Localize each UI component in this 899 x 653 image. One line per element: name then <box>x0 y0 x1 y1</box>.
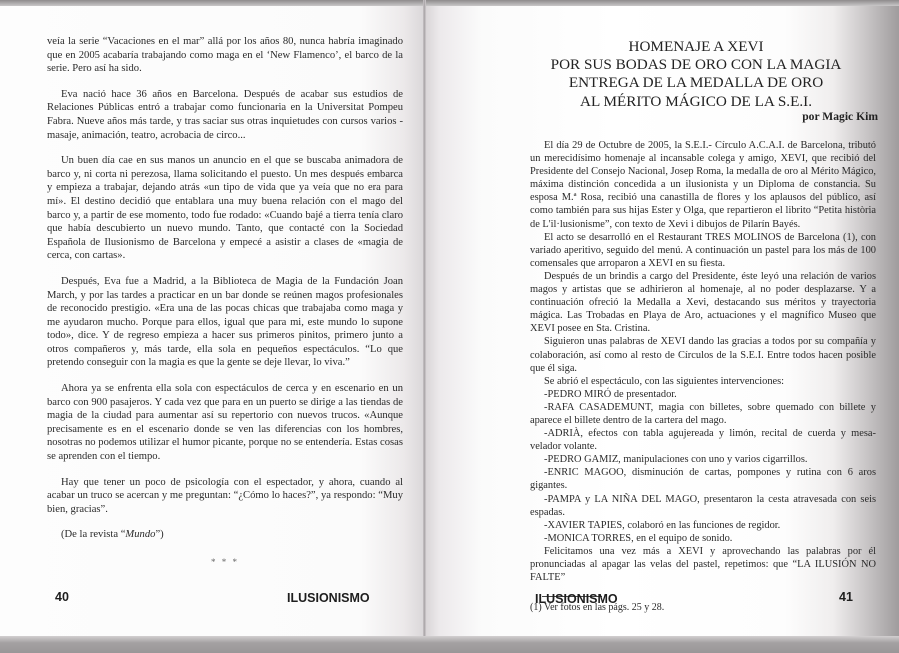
paragraph: Siguieron unas palabras de XEVI dando las gracias a todos por su compañía y colaboración, así como al resto de Círculos de la S.E.I. Entre todos hacen posible que él siga. <box>530 336 876 374</box>
source-magazine: Mundo <box>125 529 156 541</box>
interventions-list <box>530 388 876 545</box>
closing-paragraph: Felicitamos una vez más a XEVI y aprovechando las palabras por él pronunciadas al apagar las velas del pastel, repetimos: que “LA ILUSIÓN NO FALTE” <box>530 545 876 584</box>
right-article-body <box>530 139 876 614</box>
source-prefix: (De la revista “ <box>61 529 126 541</box>
paragraph: El día 29 de Octubre de 2005, la S.E.I.- Círculo A.C.A.I. de Barcelona, tributó un merecidísimo homenaje al incansable colega y amigo, XEVI, que recibió del Presidente del Consejo Nacional, Josep Roma, la medalla de oro al Mérito Mágico, máxima distinción concedida a un ilusionista y un Diploma de constancia. Su esposa M.ª Rosa, recibió una canastilla de flores y los aplausos del público, así como también para sus hijas Ester y Olga, que repartieron el librito “Petita història de L'il·lusionisme”, con texto de Xevi i dibujos de Pilarín Bayés. <box>530 140 876 230</box>
paragraph: El acto se desarrolló en el Restaurant TRES MOLINOS de Barcelona (1), con variado aperitivo, seguido del menú. A continuación un pastel para los más de 100 comensales que arroparon a XEVI en su fiesta. <box>530 231 876 269</box>
paragraph: Un buen día cae en sus manos un anuncio en el que se buscaba animadora de barco y, ni corta ni perezosa, llama solicitando el puesto. Un mes después embarca y empieza a trabajar, dejando atrás «un tipo de vida que ya veía que no era para mí». El destino decidió que entablara una muy buena relación con el mago del barco y, a partir de ese momento, todo fue rodado: «Cuando bajé a tierra tenía claro que había descubierto un nuevo mundo. Tanto, que contacté con la Sociedad Española de Ilusionismo de Barcelona y empecé a asistir a clases de «magia de cerca, con cartas». <box>47 155 403 262</box>
page-number-right: 41 <box>839 590 853 604</box>
title-line: AL MÉRITO MÁGICO DE LA S.E.I. <box>579 92 813 110</box>
paragraph: Se abrió el espectáculo, con las siguientes intervenciones: <box>544 375 785 387</box>
section-separator: * * * <box>211 557 239 567</box>
running-head-left: ILUSIONISMO <box>287 591 370 605</box>
paragraph: Hay que tener un poco de psicología con el espectador, y ahora, cuando al acabar un truco se acercan y me preguntan: “¿Cómo lo haces?”, ya respondo: “Muy bien, gracias”. <box>47 476 403 515</box>
paragraph: Eva nació hace 36 años en Barcelona. Después de acabar sus estudios de Relaciones Públicas entró a trabajar como funcionaria en la Universitat Pompeu Fabra. Nueve años más tarde, y tras saciar sus otras inquietudes con cursos varios -masaje, animación, teatro, acrobacia de circo... <box>47 88 403 141</box>
list-item: -PAMPA y LA NIÑA DEL MAGO, presentaron la cesta atravesada con seis espadas. <box>530 493 876 518</box>
list-item: -PEDRO MIRÓ de presentador. <box>544 388 677 400</box>
list-item: -ENRIC MAGOO, disminución de cartas, pompones y rutina con 6 aros gigantes. <box>530 467 876 492</box>
title-line: POR SUS BODAS DE ORO CON LA MAGIA <box>550 56 842 74</box>
scan-bottom-edge <box>0 636 899 653</box>
source-credit <box>61 528 403 542</box>
paragraph: Después de un brindis a cargo del Presidente, éste leyó una relación de varios magos y artistas que se adhirieron al homenaje, al no poder desplazarse. Y a continuación ofreció la Medalla a Xevi, destacando sus méritos y trayectoria mágica. Las Trobadas en Playa de Aro, actuaciones y el magnífico Museo que XEVI posee en Sta. Cristina. <box>530 270 876 335</box>
article-title <box>546 38 846 111</box>
title-line: HOMENAJE A XEVI <box>628 38 764 55</box>
list-item: -RAFA CASADEMUNT, magia con billetes, sobre quemado con billete y aparece el billete dentro de la cartera del mago. <box>530 401 876 426</box>
byline: por Magic Kim <box>802 110 878 123</box>
paragraph: veía la serie “Vacaciones en el mar” allá por los años 80, nunca habría imaginado que en 2005 acabaría trabajando como maga en el ‘New Flamenco’, el barco de la serie. Pero así ha sido. <box>47 36 403 75</box>
left-article-body <box>47 35 403 570</box>
list-item: -XAVIER TAPIES, colaboró en las funciones de regidor. <box>544 519 781 531</box>
list-item: -PEDRO GAMIZ, manipulaciones con uno y varios cigarrillos. <box>544 454 808 466</box>
paragraph: Ahora ya se enfrenta ella sola con espectáculos de cerca y en escenario en un barco con 900 pasajeros. Y cada vez que para en un puerto se dirige a las tiendas de magia de la ciudad para aumentar así su repertorio con nuevos trucos. «Aunque precisamente es en el escenario donde se ven las diferencias con los hombres, nosotras no podemos utilizar el humor picante, porque no se entendería. Estas cosas se aprenden con el tiempo. <box>47 383 403 463</box>
list-item: -MONICA TORRES, en el equipo de sonido. <box>544 532 733 544</box>
gutter-fold <box>423 0 426 640</box>
page-number-left: 40 <box>55 590 69 604</box>
list-item: -ADRIÀ, efectos con tabla agujereada y limón, recital de cuerda y mesa-velador volante. <box>530 428 876 453</box>
title-line: ENTREGA DE LA MEDALLA DE ORO <box>568 74 824 92</box>
scan-top-edge <box>0 0 899 6</box>
paragraph: Después, Eva fue a Madrid, a la Biblioteca de Magia de la Fundación Joan March, y por las tardes a practicar en un bar donde se reúnen magos profesionales de reconocido prestigio. «Era una de las pocas chicas que trabajaba como maga y me ayudaron mucho. Porque para ellos, igual que para mi, este mundo lo supone todo», dice. Y de regreso empieza a hacer sus primeros pinitos, primero junto a otros compañeros y, más tarde, ella sola en pequeños espectáculos. “Lo que pretendo conseguir con la magia es que la gente se deje llevar, lo viva.” <box>47 275 403 369</box>
running-head-right: ILUSIONISMO <box>535 592 618 606</box>
footnote: (1) Ver fotos en las págs. 25 y 28. <box>530 602 665 614</box>
source-suffix: ”) <box>155 529 164 541</box>
